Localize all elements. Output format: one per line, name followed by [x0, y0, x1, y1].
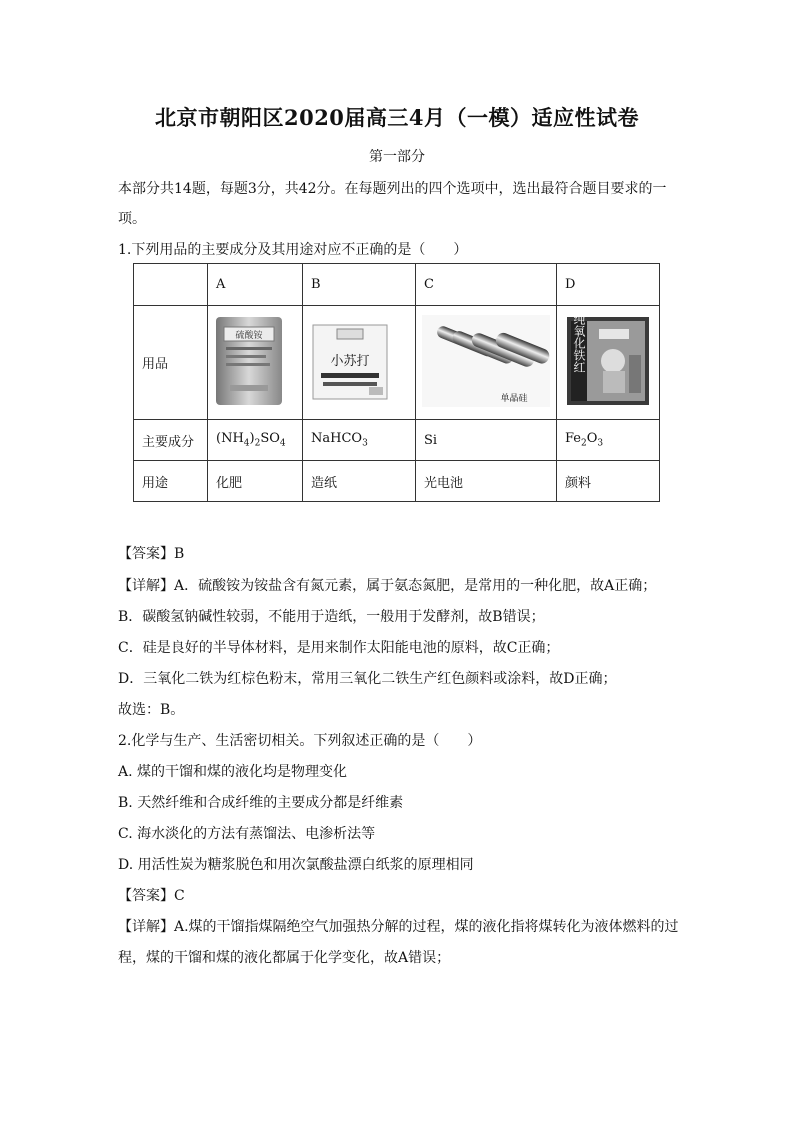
row-label: 用途 — [134, 461, 208, 502]
formula-a — [208, 420, 303, 461]
rods-caption: 单晶硅 — [500, 393, 528, 404]
formula-b — [303, 420, 416, 461]
formula-sub: 2 — [581, 438, 587, 449]
table-row-components — [134, 420, 660, 461]
use-d: 颜料 — [557, 461, 660, 502]
row-label: 主要成分 — [134, 420, 208, 461]
q1-explanation-line: D．三氧化二铁为红棕色粉末，常用三氧化二铁生产红色颜料或涂料，故D正确； — [118, 671, 617, 687]
table-header-row — [134, 264, 660, 306]
use-c: 光电池 — [416, 461, 557, 502]
q1-table — [133, 263, 660, 502]
formula-d — [557, 420, 660, 461]
item-image-a — [208, 306, 303, 420]
box-label: 纯氧化铁红 — [572, 314, 586, 373]
q1-explanation-line: 故选：B。 — [118, 702, 185, 718]
header-cell — [134, 264, 208, 306]
formula-part: NaHCO — [311, 431, 363, 447]
baking-soda-pack-icon — [309, 315, 391, 407]
q2-stem: 2.化学与生产、生活密切相关。下列叙述正确的是（ ） — [118, 733, 482, 749]
table-row-uses — [134, 461, 660, 502]
intro-line-1: 本部分共14题，每题3分，共42分。在每题列出的四个选项中，选出最符合题目要求的一 — [118, 181, 667, 197]
q1-stem: 1.下列用品的主要成分及其用途对应不正确的是（ ） — [118, 242, 468, 258]
q2-explanation-line: 程，煤的干馏和煤的液化都属于化学变化，故A错误； — [118, 950, 451, 966]
formula-sub: 2 — [254, 438, 261, 449]
q2-answer: 【答案】C — [118, 888, 185, 904]
item-image-b — [303, 306, 416, 420]
row-label: 用品 — [134, 306, 208, 420]
header-cell-d: D — [557, 264, 660, 306]
q2-option-c: C. 海水淡化的方法有蒸馏法、电渗析法等 — [118, 826, 376, 842]
header-cell-a: A — [208, 264, 303, 306]
q2-explanation-line: 【详解】A.煤的干馏指煤隔绝空气加强热分解的过程，煤的液化指将煤转化为液体燃料的过 — [118, 919, 679, 935]
q2-option-b: B. 天然纤维和合成纤维的主要成分都是纤维素 — [118, 795, 404, 811]
header-cell-b: B — [303, 264, 416, 306]
header-cell-c: C — [416, 264, 557, 306]
intro-line-2: 项。 — [118, 211, 146, 227]
formula-part: Si — [424, 432, 438, 448]
formula-part: Fe — [565, 431, 582, 447]
bag-label: 硫酸铵 — [235, 330, 263, 341]
item-image-d — [557, 306, 660, 420]
formula-sub: 3 — [362, 438, 368, 449]
formula-part: ) — [249, 431, 255, 447]
formula-part: SO — [260, 431, 280, 447]
q1-explanation-line: 【详解】A．硫酸铵为铵盐含有氮元素，属于氨态氮肥，是常用的一种化肥，故A正确； — [118, 578, 657, 594]
formula-sub: 3 — [597, 438, 604, 449]
section-heading: 第一部分 — [369, 149, 425, 165]
silicon-rods-icon — [422, 315, 550, 407]
formula-c — [416, 420, 557, 461]
formula-part: (NH — [216, 431, 244, 447]
q2-option-d: D. 用活性炭为糖浆脱色和用次氯酸盐漂白纸浆的原理相同 — [118, 857, 474, 873]
q1-answer: 【答案】B — [118, 546, 185, 562]
formula-sub: 4 — [243, 438, 250, 449]
fertilizer-bag-icon — [214, 315, 284, 407]
q2-option-a: A. 煤的干馏和煤的液化均是物理变化 — [118, 764, 348, 780]
item-image-c — [416, 306, 557, 420]
use-a: 化肥 — [208, 461, 303, 502]
pack-label: 小苏打 — [330, 353, 370, 369]
table-row-items — [134, 306, 660, 420]
use-b: 造纸 — [303, 461, 416, 502]
q1-explanation-line: C．硅是良好的半导体材料，是用来制作太阳能电池的原料，故C正确； — [118, 640, 560, 656]
formula-sub: 4 — [279, 438, 286, 449]
iron-oxide-box-icon — [563, 315, 653, 407]
page-title: 北京市朝阳区2020届高三4月（一模）适应性试卷 — [154, 105, 640, 130]
q1-explanation-line: B．碳酸氢钠碱性较弱，不能用于造纸，一般用于发酵剂，故B错误； — [118, 609, 545, 625]
formula-part: O — [586, 431, 598, 447]
